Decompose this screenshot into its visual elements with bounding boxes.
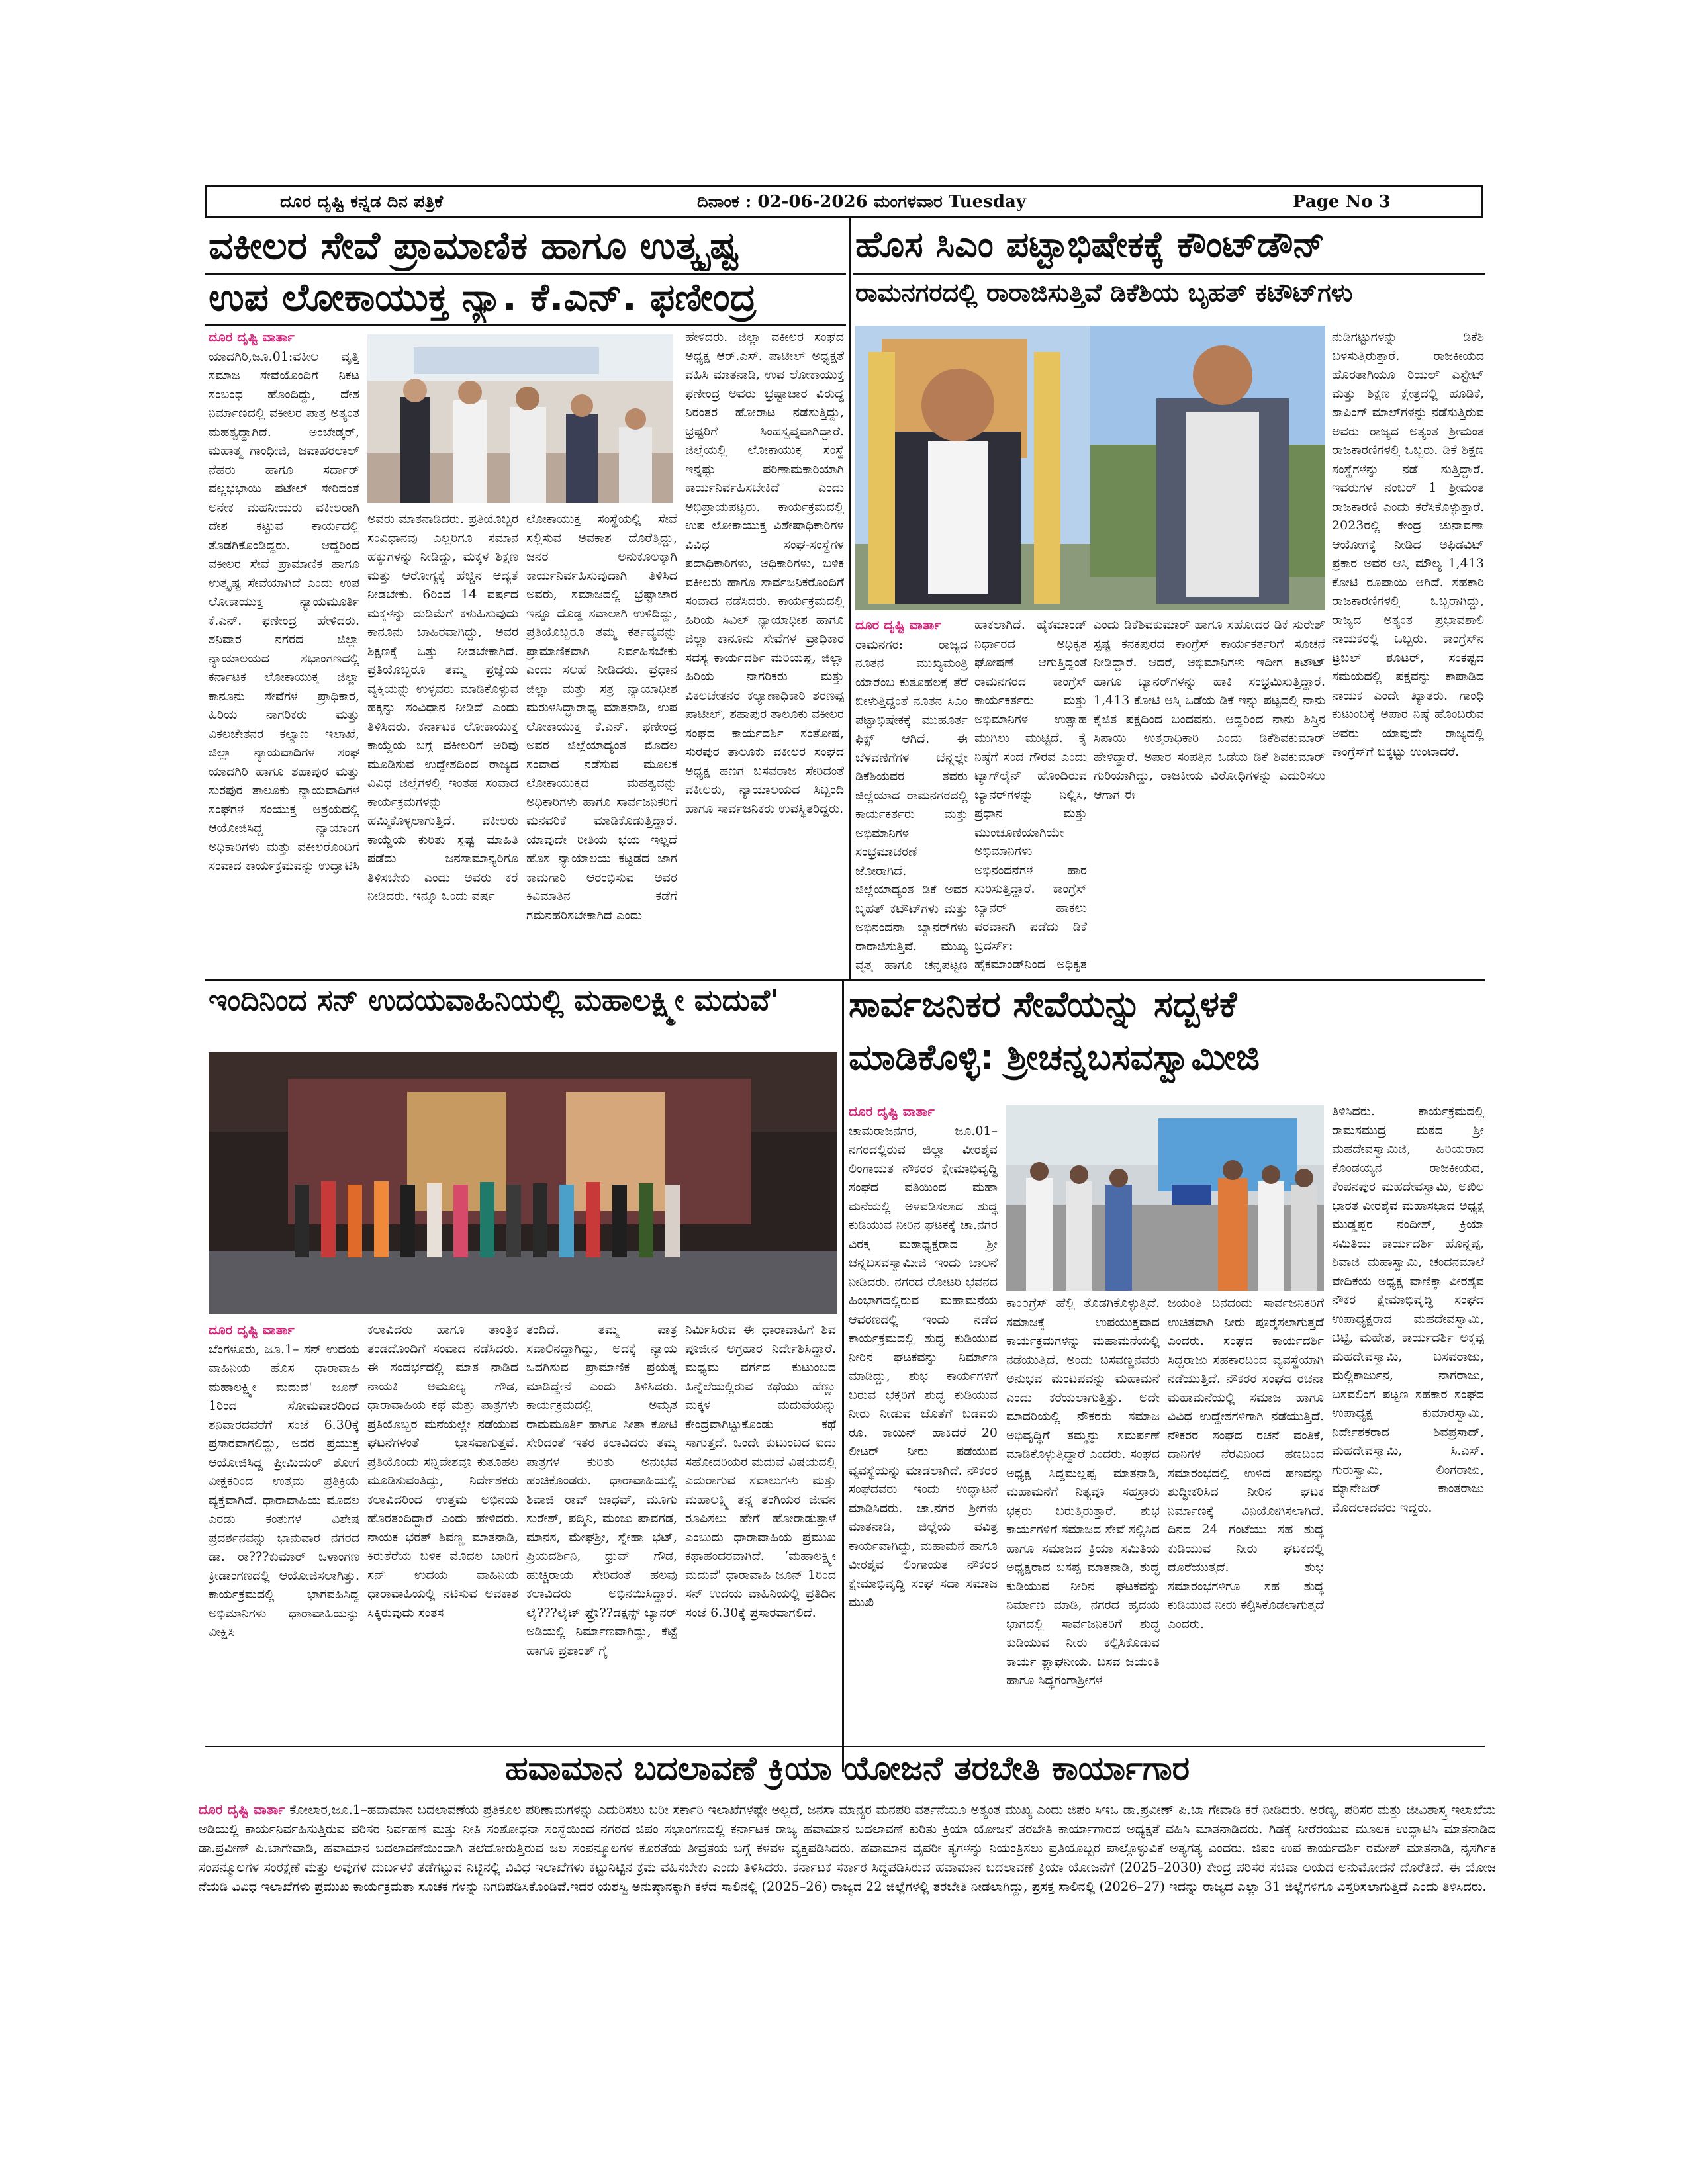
article4-column-1: [849, 1102, 998, 1770]
article2-column-2: [974, 615, 1087, 976]
article5-headline: ಹವಾಮಾನ ಬದಲಾವಣೆ ಕ್ರಿಯಾ ಯೋಜನೆ ತರಬೇತಿ ಕಾರ್ಯಾಗಾರ: [504, 1751, 1190, 1788]
byline: ದೂರ ದೃಷ್ಟಿ ವಾರ್ತಾ: [855, 617, 941, 633]
divider: [853, 273, 1485, 275]
divider: [205, 1746, 1485, 1747]
article3-photo: [209, 1052, 837, 1314]
divider: [205, 273, 846, 275]
article2-column-1: [855, 615, 968, 976]
article4-photo: [1006, 1105, 1324, 1291]
article4-text-4: ತಿಳಿಸಿದರು. ಕಾರ್ಯಕ್ರಮದಲ್ಲಿ ರಾಮಸಮುದ್ರ ಮಠದ ಶ್ರೀ ಮಹದೇವಸ್ವಾಮಿಜಿ, ಹಿರಿಯರಾದ ಕೊಂಡಯ್ಯನ ರಾಜಕೀಯದ, ಕೆಂಪನಪುರ ಮಹದೇವಸ್ವಾಮಿ, ಅಖಿಲ ಭಾರತ ವೀರಶೈವ ಮಹಾಸಭಾದ ಅಧ್ಯಕ್ಷ ಮುಡ್ಡಪ್ಪರ ನಂದೀಶ್, ಕ್ರಿಯಾ ಸಮಿತಿಯ ಕಾರ್ಯದರ್ಶಿ ಹೊನ್ನಪ್ಪ, ಶಿವಾಜಿ ಮಹಾಸ್ವಾಮಿ, ಚಂದನಮಾಲೆ ವೇದಿಕೆಯ ಅಧ್ಯಕ್ಷ ವಾಣಿಕ್ಕಾ ವೀರಶೈವ ನೌಕರ ಕ್ಷೇಮಾಭಿವೃದ್ಧಿ ಸಂಘದ ಉಪಾಧ್ಯಕ್ಷರಾದ ಮಹದೇವಸ್ವಾಮಿ, ಚಿಟ್ಟಿ, ಮಹೇಶ, ಕಾರ್ಯದರ್ಶಿ ಅಕ್ಕಪ್ಪ ಮಹದೇವಸ್ವಾಮಿ, ಬಸವರಾಜು, ಮಲ್ಲಿಕಾರ್ಜುನ, ನಾಗರಾಜು, ಬಸವಲಿಂಗ ಪಟ್ಟಣ ಸಹಕಾರ ಸಂಘದ ಉಪಾಧ್ಯಕ್ಷ ಕುಮಾರಸ್ವಾಮಿ, ನಿರ್ದೇಶಕರಾದ ಶಿವಪ್ರಸಾದ್, ಮಹದೇವಸ್ವಾಮಿ, ಸಿ.ಎಸ್. ಗುರುಸ್ವಾಮಿ, ಲಿಂಗರಾಜು, ಮ್ಯಾನೇಜರ್ ಕಾಂತರಾಜು ಮೊದಲಾದವರು ಇದ್ದರು.: [1332, 1104, 1484, 1515]
newspaper-name: ದೂರ ದೃಷ್ಟಿ ಕನ್ನಡ ದಿನ ಪತ್ರಿಕೆ: [280, 191, 444, 212]
article2-text-2: ಹಾಕಲಾಗಿದೆ. ಹೈಕಮಾಂಡ್ ನಿರ್ಧಾರದ ಅಧಿಕೃತ ಘೋಷಣೆ ಆಗುತ್ತಿದ್ದಂತೆ ರಾಮನಗರದ ಕಾಂಗ್ರೆಸ್ ಕಾರ್ಯಕರ್ತರು ಮತ್ತು ಅಭಿಮಾನಿಗಳ ಉತ್ಸಾಹ ಮುಗಿಲು ಮುಟ್ಟಿದೆ. ಕೈ ನಿಷ್ಠೆಗೆ ಸಂದ ಗೌರವ ಎಂದು ಟ್ಯಾಗ್‌ಲೈನ್ ಹೊಂದಿರುವ ಬ್ಯಾನರ್‌ಗಳನ್ನು ನಿಲ್ಲಿಸಿ, ಪ್ರಧಾನ ಮತ್ತು ಮುಂಚೂಣಿಯಾಗಿಯೇ ಅಭಿಮಾನಿಗಳು ಅಭಿನಂದನೆಗಳ ಹಾರ ಸುರಿಸುತ್ತಿದ್ದಾರೆ. ಕಾಂಗ್ರೆಸ್ ಬ್ಯಾನರ್ ಹಾಕಲು ಪರವಾನಗಿ ಪಡೆದು ಡಿಕೆ ಬ್ರದರ್ಸ್: ಹೈಕಮಾಂಡ್‌ನಿಂದ ಅಧಿಕೃತ: [974, 617, 1087, 972]
divider: [842, 981, 844, 1772]
article1-column-3: [526, 510, 677, 976]
article2-headline: ಹೊಸ ಸಿಎಂ ಪಟ್ಟಾಭಿಷೇಕಕ್ಕೆ ಕೌಂಟ್‌ಡೌನ್: [855, 225, 1325, 265]
masthead: [205, 185, 1483, 218]
article3-column-3: [526, 1320, 677, 1770]
article3-headline: ಇಂದಿನಿಂದ ಸನ್ ಉದಯವಾಹಿನಿಯಲ್ಲಿ ಮಹಾಲಕ್ಷ್ಮೀ ಮದುವೆ': [209, 985, 779, 1017]
article3-column-2: [367, 1320, 518, 1770]
article1-text-4: ಹೇಳಿದರು. ಜಿಲ್ಲಾ ವಕೀಲರ ಸಂಘದ ಅಧ್ಯಕ್ಷ ಆರ್.ಎಸ್. ಪಾಟೀಲ್ ಅಧ್ಯಕ್ಷತೆ ವಹಿಸಿ ಮಾತನಾಡಿ, ಉಪ ಲೋಕಾಯುಕ್ತ ಫಣೀಂದ್ರ ಅವರು ಭ್ರಷ್ಟಾಚಾರ ವಿರುದ್ಧ ನಿರಂತರ ಹೋರಾಟ ನಡೆಸುತ್ತಿದ್ದು, ಭ್ರಷ್ಟರಿಗೆ ಸಿಂಹಸ್ವಪ್ನವಾಗಿದ್ದಾರೆ. ಜಿಲ್ಲೆಯಲ್ಲಿ ಲೋಕಾಯುಕ್ತ ಸಂಸ್ಥೆ ಇನ್ನಷ್ಟು ಪರಿಣಾಮಕಾರಿಯಾಗಿ ಕಾರ್ಯನಿರ್ವಹಿಸಬೇಕಿದೆ ಎಂದು ಅಭಿಪ್ರಾಯಪಟ್ಟರು. ಕಾರ್ಯಕ್ರಮದಲ್ಲಿ ಉಪ ಲೋಕಾಯುಕ್ತ ವಿಶೇಷಾಧಿಕಾರಿಗಳ ವಿವಿಧ ಸಂಘ-ಸಂಸ್ಥೆಗಳ ಪದಾಧಿಕಾರಿಗಳು, ಅಧಿಕಾರಿಗಳು, ಬಳಿಕ ವಕೀಲರು ಹಾಗೂ ಸಾರ್ವಜನಿಕರೊಂದಿಗೆ ಸಂವಾದ ನಡೆಸಿದರು. ಕಾರ್ಯಕ್ರಮದಲ್ಲಿ ಹಿರಿಯ ಸಿವಿಲ್ ನ್ಯಾಯಾಧೀಶ ಹಾಗೂ ಜಿಲ್ಲಾ ಕಾನೂನು ಸೇವೆಗಳ ಪ್ರಾಧಿಕಾರ ಸದಸ್ಯ ಕಾರ್ಯದರ್ಶಿ ಮರಿಯಪ್ಪ, ಜಿಲ್ಲಾ ಹಿರಿಯ ನಾಗರಿಕರು ಮತ್ತು ವಿಕಲಚೇತನರ ಕಲ್ಯಾಣಾಧಿಕಾರಿ ಶರಣಪ್ಪ ಪಾಟೀಲ್, ಶಹಾಪುರ ತಾಲೂಕು ವಕೀಲರ ಸಂಘದ ಕಾರ್ಯದರ್ಶಿ ಸಂತೋಷ, ಸುರಪುರ ತಾಲೂಕು ವಕೀಲರ ಸಂಘದ ಅಧ್ಯಕ್ಷ ಹಣಗ ಬಸವರಾಜ ಸೇರಿದಂತೆ ವಕೀಲರು, ನ್ಯಾಯಾಲಯದ ಸಿಬ್ಬಂದಿ ಹಾಗೂ ಸಾರ್ವಜನಿಕರು ಉಪಸ್ಥಿತರಿದ್ದರು.: [685, 330, 844, 816]
issue-date: ದಿನಾಂಕ : 02-06-2026 ಮಂಗಳವಾರ Tuesday: [697, 191, 1026, 212]
article3-column-1: [209, 1320, 359, 1770]
article1-text-2: ಅವರು ಮಾತನಾಡಿದರು. ಪ್ರತಿಯೊಬ್ಬರ ಸಂವಿಧಾನವು ಎಲ್ಲರಿಗೂ ಸಮಾನ ಹಕ್ಕುಗಳನ್ನು ನೀಡಿದ್ದು, ಮಕ್ಕಳ ಶಿಕ್ಷಣ ಮತ್ತು ಆರೋಗ್ಯಕ್ಕೆ ಹೆಚ್ಚಿನ ಆದ್ಯತೆ ನೀಡಬೇಕು. 6ರಿಂದ 14 ವರ್ಷದ ಮಕ್ಕಳನ್ನು ದುಡಿಮೆಗೆ ಕಳುಹಿಸುವುದು ಕಾನೂನು ಬಾಹಿರವಾಗಿದ್ದು, ಅವರ ಶಿಕ್ಷಣಕ್ಕೆ ಒತ್ತು ನೀಡಬೇಕಾಗಿದೆ. ಪ್ರತಿಯೊಬ್ಬರೂ ತಮ್ಮ ಪ್ರಜ್ಞೆಯ ವ್ಯಕ್ತಿಯನ್ನು ಉಳ್ಳವರು ಮಾಡಿಕೊಳ್ಳುವ ಹಕ್ಕನ್ನು ಸಂವಿಧಾನ ನೀಡಿದೆ ಎಂದು ತಿಳಿಸಿದರು. ಕರ್ನಾಟಕ ಲೋಕಾಯುಕ್ತ ಕಾಯ್ದೆಯ ಬಗ್ಗೆ ವಕೀಲರಿಗೆ ಅರಿವು ಮೂಡಿಸುವ ಉದ್ದೇಶದಿಂದ ರಾಜ್ಯದ ವಿವಿಧ ಜಿಲ್ಲೆಗಳಲ್ಲಿ ಇಂತಹ ಸಂವಾದ ಕಾರ್ಯಕ್ರಮಗಳನ್ನು ಹಮ್ಮಿಕೊಳ್ಳಲಾಗುತ್ತಿದೆ. ವಕೀಲರು ಕಾಯ್ದೆಯ ಕುರಿತು ಸ್ಪಷ್ಟ ಮಾಹಿತಿ ಪಡೆದು ಜನಸಾಮಾನ್ಯರಿಗೂ ತಿಳಿಸಬೇಕು ಎಂದು ಅವರು ಕರೆ ನೀಡಿದರು. ಇನ್ನೂ ಒಂದು ವರ್ಷ: [367, 512, 518, 903]
article1-headline-2: ಉಪ ಲೋಕಾಯುಕ್ತ ನ್ಯಾ. ಕೆ.ಎನ್. ಫಣೀಂದ್ರ: [209, 277, 757, 320]
byline: ದೂರ ದೃಷ್ಟಿ ವಾರ್ತಾ: [209, 329, 295, 345]
article4-headline-1: ಸಾರ್ವಜನಿಕರ ಸೇವೆಯನ್ನು ಸದ್ಬಳಕೆ: [849, 985, 1237, 1025]
article1-headline-1: ವಕೀಲರ ಸೇವೆ ಪ್ರಾಮಾಣಿಕ ಹಾಗೂ ಉತ್ಕೃಷ್ಟ: [209, 225, 739, 268]
article2-subheadline: ರಾಮನಗರದಲ್ಲಿ ರಾರಾಜಿಸುತ್ತಿವೆ ಡಿಕೆಶಿಯ ಬೃಹತ್ ಕಟೌಟ್‌ಗಳು: [855, 279, 1353, 307]
article3-column-4: [685, 1320, 836, 1770]
article4-column-4: [1332, 1102, 1484, 1770]
article5-body: [199, 1800, 1496, 1896]
article1-photo: [367, 334, 673, 503]
article1-column-4: [685, 328, 844, 976]
article2-column-4: [1332, 328, 1484, 976]
article4-column-2: [1006, 1294, 1160, 1770]
article4-text-3: ಜಯಂತಿ ದಿನದಂದು ಸಾರ್ವಜನಿಕರಿಗೆ ಉಚಿತವಾಗಿ ನೀರು ಪೂರೈಸಲಾಗುತ್ತದೆ ಎಂದರು. ಸಂಘದ ಕಾರ್ಯದರ್ಶಿ ಸಿದ್ದರಾಜು ಸಹಕಾರದಿಂದ ವ್ಯವಸ್ಥೆಯಾಗಿ ನಡೆಯುತ್ತಿದೆ. ನೌಕರರ ಸಂಘದ ರಚನಾ ಮಹಾಮನೆಯಲ್ಲಿ ಸಮಾಜ ಹಾಗೂ ವಿವಿಧ ಉದ್ದೇಶಗಳಿಗಾಗಿ ನಡೆಯುತ್ತಿದೆ. ನೌಕರರ ಸಂಘದ ರಚನೆ ವಂತಿಕೆ, ದಾನಿಗಳ ನೆರವಿನಿಂದ ಹಣದಿಂದ ಸಮಾರಂಭದಲ್ಲಿ ಉಳಿದ ಹಣವನ್ನು ಶುದ್ಧೀಕರಿಸಿದ ನೀರಿನ ಘಟಕ ನಿರ್ಮಾಣಕ್ಕೆ ವಿನಿಯೋಗಿಸಲಾಗಿದೆ. ದಿನದ 24 ಗಂಟೆಯು ಸಹ ಶುದ್ಧ ಕುಡಿಯುವ ನೀರು ಘಟಕದಲ್ಲಿ ದೊರೆಯುತ್ತದೆ. ಶುಭ ಸಮಾರಂಭಗಳಿಗೂ ಸಹ ಶುದ್ಧ ಕುಡಿಯುವ ನೀರು ಕಲ್ಪಿಸಿಕೊಡಲಾಗುತ್ತದೆ ಎಂದರು.: [1168, 1296, 1324, 1631]
article2-text-1: ರಾಮನಗರ: ರಾಜ್ಯದ ನೂತನ ಮುಖ್ಯಮಂತ್ರಿ ಯಾರೆಂಬ ಕುತೂಹಲಕ್ಕೆ ತೆರೆ ಬೀಳುತ್ತಿದ್ದಂತೆ ನೂತನ ಸಿಎಂ ಪಟ್ಟಾಭಿಷೇಕಕ್ಕೆ ಮುಹೂರ್ತ ಫಿಕ್ಸ್ ಆಗಿದೆ. ಈ ಬೆಳವಣಿಗೆಗಳ ಬೆನ್ನಲ್ಲೇ ಡಿಕೆಶಿಯವರ ತವರು ಜಿಲ್ಲೆಯಾದ ರಾಮನಗರದಲ್ಲಿ ಕಾರ್ಯಕರ್ತರು ಮತ್ತು ಅಭಿಮಾನಿಗಳ ಸಂಭ್ರಮಾಚರಣೆ ಜೋರಾಗಿದೆ. ಜಿಲ್ಲೆಯಾದ್ಯಂತ ಡಿಕೆ ಅವರ ಬೃಹತ್ ಕಟೌಟ್‌ಗಳು ಮತ್ತು ಅಭಿನಂದನಾ ಬ್ಯಾನರ್‌ಗಳು ರಾರಾಜಿಸುತ್ತಿವೆ. ಮುಖ್ಯ ವೃತ್ತ ಹಾಗೂ ಚನ್ನಪಟ್ಟಣ: [855, 637, 968, 972]
article1-column-2: [367, 510, 518, 976]
article3-text-3: ತಂದಿದೆ. ತಮ್ಮ ಪಾತ್ರ ಸವಾಲಿನದ್ದಾಗಿದ್ದು, ಅದಕ್ಕೆ ನ್ಯಾಯ ಒದಗಿಸುವ ಪ್ರಾಮಾಣಿಕ ಪ್ರಯತ್ನ ಮಾಡಿದ್ದೇನೆ ಎಂದು ತಿಳಿಸಿದರು. ಕಾರ್ಯಕ್ರಮದಲ್ಲಿ ಅಮೃತ ರಾಮಮೂರ್ತಿ ಹಾಗೂ ಸೀತಾ ಕೋಟಿ ಸೇರಿದಂತೆ ಇತರ ಕಲಾವಿದರು ತಮ್ಮ ಪಾತ್ರಗಳ ಕುರಿತು ಅನುಭವ ಹಂಚಿಕೊಂಡರು. ಧಾರಾವಾಹಿಯಲ್ಲಿ ಶಿವಾಜಿ ರಾವ್ ಜಾಧವ್, ಮೂಗು ಸುರೇಶ್, ಪದ್ಮಿನಿ, ಮಂಜು ಪಾವಗಡ, ಮಾನಸ, ಮೇಘಶ್ರೀ, ಸ್ನೇಹಾ ಭಟ್, ಪ್ರಿಯದರ್ಶಿನಿ, ಧ್ರುವ್ ಗೌಡ, ಹುಚ್ಚಿರಾಯ ಸೇರಿದಂತೆ ಹಲವು ಕಲಾವಿದರು ಅಭಿನಯಿಸಿದ್ದಾರೆ. ಲೈ???ಲೈಟ್ ಫ್ರೊ??ಡಕ್ಷನ್ಸ್ ಬ್ಯಾನರ್ ಅಡಿಯಲ್ಲಿ ನಿರ್ಮಾಣವಾಗಿದ್ದು, ಕೆಟ್ಟೆ ಹಾಗೂ ಪ್ರಶಾಂತ್ ಗೈ: [526, 1322, 677, 1658]
byline: ದೂರ ದೃಷ್ಟಿ ವಾರ್ತಾ: [849, 1103, 935, 1119]
article2-column-3: [1094, 615, 1325, 976]
article5-text: ಕೋಲಾರ,ಜೂ.1–ಹವಾಮಾನ ಬದಲಾವಣೆಯ ಪ್ರತಿಕೂಲ ಪರಿಣಾಮಗಳನ್ನು ಎದುರಿಸಲು ಬರೀ ಸರ್ಕಾರಿ ಇಲಾಖೆಗಳಷ್ಟೇ ಅಲ್ಲದೆ, ಜನಸಾ ಮಾನ್ಯರ ಮನಪರಿ ವರ್ತನೆಯೂ ಅತ್ಯಂತ ಮುಖ್ಯ ಎಂದು ಜಿಪಂ ಸಿಇಒ ಡಾ.ಪ್ರವೀಣ್ ಪಿ.ಬಾ ಗೇವಾಡಿ ಕರೆ ನೀಡಿದರು. ಅರಣ್ಯ, ಪರಿಸರ ಮತ್ತು ಜೀವಿಶಾಸ್ತ್ರ ಇಲಾಖೆಯ ಅಡಿಯಲ್ಲಿ ಕಾರ್ಯನಿರ್ವಹಿಸುತ್ತಿರುವ ಪರಿಸರ ನಿರ್ವಹಣೆ ಮತ್ತು ನೀತಿ ಸಂಶೋಧನಾ ಸಂಸ್ಥೆಯಿಂದ ನಗರದ ಜಿಪಂ ಸಭಾಂಗಣದಲ್ಲಿ ಕರ್ನಾಟಕ ರಾಜ್ಯ ಹವಾಮಾನ ಬದಲಾವಣೆ ಕುರಿತು ಕ್ರಿಯಾ ಯೋಜನೆ ತರಬೇತಿ ಕಾರ್ಯಾಗಾರದ ಅಧ್ಯಕ್ಷತೆ ವಹಿಸಿ ಮಾತನಾಡಿದರು. ಗಿಡಕ್ಕೆ ನೀರೆರೆಯುವ ಮೂಲಕ ಉದ್ಘಾಟಿಸಿ ಮಾತನಾಡಿದ ಡಾ.ಪ್ರವೀಣ್ ಪಿ.ಬಾಗೇವಾಡಿ, ಹವಾಮಾನ ಬದಲಾವಣೆಯಿಂದಾಗಿ ತಲೆದೋರುತ್ತಿರುವ ಜಲ ಸಂಪನ್ಮೂಲಗಳ ಕೊರತೆಯ ತೀವ್ರತೆಯ ಬಗ್ಗೆ ಕಳವಳ ವ್ಯಕ್ತಪಡಿಸಿದರು. ಹವಾಮಾನ ವೈಪರೀ ತ್ಯಗಳನ್ನು ನಿಯಂತ್ರಿಸಲು ಪ್ರತಿಯೊಬ್ಬರ ಪಾಲ್ಗೊಳ್ಳುವಿಕೆ ಅತ್ಯಗತ್ಯ ಎಂದರು. ಜಿಪಂ ಉಪ ಕಾರ್ಯದರ್ಶಿ ರಮೇಶ್ ಮಾತನಾಡಿ, ನೈಸರ್ಗಿಕ ಸಂಪನ್ಮೂಲಗಳ ಸಂರಕ್ಷಣೆ ಮತ್ತು ಅವುಗಳ ದುರ್ಬಳಕೆ ತಡೆಗಟ್ಟುವ ನಿಟ್ಟಿನಲ್ಲಿ ವಿವಿಧ ಇಲಾಖೆಗಳು ಕಟ್ಟುನಿಟ್ಟಿನ ಕ್ರಮ ವಹಿಸಬೇಕು ಎಂದು ತಿಳಿಸಿದರು. ಕರ್ನಾಟಕ ಸರ್ಕಾರ ಸಿದ್ಧಪಡಿಸಿರುವ ಹವಾಮಾನ ಬದಲಾವಣೆ ಕ್ರಿಯಾ ಯೋಜನೆಗೆ (2025–2030) ಕೇಂದ್ರ ಪರಿಸರ ಸಚಿವಾ ಲಯದ ಅನುಮೋದನೆ ದೊರೆತಿದೆ. ಈ ಯೋಜ ನೆಯಡಿ ವಿವಿಧ ಇಲಾಖೆಗಳು ಪ್ರಮುಖ ಕಾರ್ಯಕ್ರಮತಾ ಸೂಚಕ ಗಳನ್ನು ನಿಗದಿಪಡಿಸಿಕೊಂಡಿವೆ.ಇದರ ಯಶಸ್ವಿ ಅನುಷ್ಠಾನಕ್ಕಾಗಿ ಕಳೆದ ಸಾಲಿನಲ್ಲಿ (2025–26) ರಾಜ್ಯದ 22 ಜಿಲ್ಲೆಗಳಲ್ಲಿ ತರಬೇತಿ ನೀಡಲಾಗಿದ್ದು, ಪ್ರಸಕ್ತ ಸಾಲಿನಲ್ಲಿ (2026–27) ಇದನ್ನು ರಾಜ್ಯದ ಎಲ್ಲಾ 31 ಜಿಲ್ಲೆಗಳಿಗೂ ವಿಸ್ತರಿಸಲಾಗುತ್ತಿದೆ ಎಂದು ತಿಳಿಸಿದರು.: [199, 1802, 1497, 1894]
article1-column-1: [209, 328, 359, 976]
byline: ದೂರ ದೃಷ್ಟಿ ವಾರ್ತಾ: [199, 1801, 285, 1817]
article3-text-2: ಕಲಾವಿದರು ಹಾಗೂ ತಾಂತ್ರಿಕ ತಂಡದೊಂದಿಗೆ ಸಂವಾದ ನಡೆಸಿದರು. ಈ ಸಂದರ್ಭದಲ್ಲಿ ಮಾತ ನಾಡಿದ ನಾಯಕಿ ಅಮೂಲ್ಯ ಗೌಡ, ಧಾರಾವಾಹಿಯ ಕಥೆ ಮತ್ತು ಪಾತ್ರಗಳು ಪ್ರತಿಯೊಬ್ಬರ ಮನೆಯಲ್ಲೇ ನಡೆಯುವ ಘಟನೆಗಳಂತೆ ಭಾಸವಾಗುತ್ತವೆ. ಪ್ರತಿಯೊಂದು ಸನ್ನಿವೇಶವೂ ಕುತೂಹಲ ಮೂಡಿಸುವಂತಿದ್ದು, ನಿರ್ದೇಶಕರು ಕಲಾವಿದರಿಂದ ಉತ್ತಮ ಅಭಿನಯ ಹೊರತಂದಿದ್ದಾರೆ ಎಂದು ಹೇಳಿದರು. ನಾಯಕ ಭರತ್ ಶಿವಣ್ಣ ಮಾತನಾಡಿ, ಕಿರುತೆರೆಯ ಬಳಿಕ ಮೊದಲ ಬಾರಿಗೆ ಸನ್ ಉದಯ ವಾಹಿನಿಯ ಧಾರಾವಾಹಿಯಲ್ಲಿ ನಟಿಸುವ ಅವಕಾಶ ಸಿಕ್ಕಿರುವುದು ಸಂತಸ: [367, 1322, 518, 1620]
article1-text-1: ಯಾದಗಿರಿ,ಜೂ.01:ವಕೀಲ ವೃತ್ತಿ ಸಮಾಜ ಸೇವೆಯೊಂದಿಗೆ ನಿಕಟ ಸಂಬಂಧ ಹೊಂದಿದ್ದು, ದೇಶ ನಿರ್ಮಾಣದಲ್ಲಿ ವಕೀಲರ ಪಾತ್ರ ಅತ್ಯಂತ ಮಹತ್ವದ್ದಾಗಿದೆ. ಅಂಬೇಡ್ಕರ್, ಮಹಾತ್ಮ ಗಾಂಧೀಜಿ, ಜವಾಹರಲಾಲ್ ನೆಹರು ಹಾಗೂ ಸರ್ದಾರ್ ವಲ್ಲಭಭಾಯಿ ಪಟೇಲ್ ಸೇರಿದಂತೆ ಅನೇಕ ಮಹನೀಯರು ವಕೀಲರಾಗಿ ದೇಶ ಕಟ್ಟುವ ಕಾರ್ಯದಲ್ಲಿ ತೊಡಗಿಕೊಂಡಿದ್ದರು. ಆದ್ದರಿಂದ ವಕೀಲರ ಸೇವೆ ಪ್ರಾಮಾಣಿಕ ಹಾಗೂ ಉತ್ಕೃಷ್ಟ ಸೇವೆಯಾಗಿದೆ ಎಂದು ಉಪ ಲೋಕಾಯುಕ್ತ ನ್ಯಾಯಮೂರ್ತಿ ಕೆ.ಎನ್. ಫಣೀಂದ್ರ ಹೇಳಿದರು. ಶನಿವಾರ ನಗರದ ಜಿಲ್ಲಾ ನ್ಯಾಯಾಲಯದ ಸಭಾಂಗಣದಲ್ಲಿ ಕರ್ನಾಟಕ ಲೋಕಾಯುಕ್ತ ಜಿಲ್ಲಾ ಕಾನೂನು ಸೇವೆಗಳ ಪ್ರಾಧಿಕಾರ, ಹಿರಿಯ ನಾಗರಿಕರು ಮತ್ತು ವಿಕಲಚೇತನರ ಕಲ್ಯಾಣ ಇಲಾಖೆ, ಜಿಲ್ಲಾ ನ್ಯಾಯವಾದಿಗಳ ಸಂಘ ಯಾದಗಿರಿ ಹಾಗೂ ಶಹಾಪುರ ಮತ್ತು ಸುರಪುರ ತಾಲೂಕು ನ್ಯಾಯವಾದಿಗಳ ಸಂಘಗಳ ಸಂಯುಕ್ತ ಆಶ್ರಯದಲ್ಲಿ ಆಯೋಜಿಸಿದ್ದ ನ್ಯಾಯಾಂಗ ಅಧಿಕಾರಿಗಳು ಮತ್ತು ವಕೀಲರೊಂದಿಗೆ ಸಂವಾದ ಕಾರ್ಯಕ್ರಮವನ್ನು ಉದ್ಘಾಟಿಸಿ: [209, 349, 359, 873]
article4-column-3: [1168, 1294, 1324, 1770]
article2-text-4: ನುಡಿಗಟ್ಟುಗಳನ್ನು ಡಿಕೆಶಿ ಬಳಸುತ್ತಿರುತ್ತಾರೆ. ರಾಜಕೀಯದ ಹೊರತಾಗಿಯೂ ರಿಯಲ್ ಎಸ್ಟೇಟ್ ಮತ್ತು ಶಿಕ್ಷಣ ಕ್ಷೇತ್ರದಲ್ಲಿ ಹೂಡಿಕೆ, ಶಾಪಿಂಗ್ ಮಾಲ್‌ಗಳನ್ನು ನಡೆಸುತ್ತಿರುವ ಅವರು ರಾಜ್ಯದ ಅತ್ಯಂತ ಶ್ರೀಮಂತ ರಾಜಕಾರಣಿಗಳಲ್ಲಿ ಒಬ್ಬರು. ಡಿಕೆ ಶಿಕ್ಷಣ ಸಂಸ್ಥೆಗಳನ್ನು ನಡೆ ಸುತ್ತಿದ್ದಾರೆ. ಇವರುಗಳ ನಂಬರ್ 1 ಶ್ರೀಮಂತ ರಾಜಕಾರಣಿ ಎಂದು ಕರೆಸಿಕೊಳ್ಳುತ್ತಾರೆ. 2023ರಲ್ಲಿ ಕೇಂದ್ರ ಚುನಾವಣಾ ಆಯೋಗಕ್ಕೆ ನೀಡಿದ ಅಫಿಡವಿಟ್ ಪ್ರಕಾರ ಅವರ ಆಸ್ತಿ ಮೌಲ್ಯ 1,413 ಕೋಟಿ ರೂಪಾಯಿ ಆಗಿದೆ. ಸಹಕಾರಿ ರಾಜಕಾರಣಿಗಳಲ್ಲಿ ಒಬ್ಬರಾಗಿದ್ದು, ರಾಜ್ಯದ ಅತ್ಯಂತ ಪ್ರಭಾವಶಾಲಿ ನಾಯಕರಲ್ಲಿ ಒಬ್ಬರು. ಕಾಂಗ್ರೆಸ್‌ನ ಟ್ರಬಲ್ ಶೂಟರ್, ಸಂಕಷ್ಟದ ಸಮಯದಲ್ಲಿ ಪಕ್ಷವನ್ನು ಕಾಪಾಡಿದ ನಾಯಕ ಎಂದೇ ಖ್ಯಾತರು. ಗಾಂಧಿ ಕುಟುಂಬಕ್ಕೆ ಅಪಾರ ನಿಷ್ಠೆ ಹೊಂದಿರುವ ಅವರು ಯಾವುದೇ ರಾಜ್ಯದಲ್ಲಿ ಕಾಂಗ್ರೆಸ್‌ಗೆ ಬಿಕ್ಕಟ್ಟು ಉಂಟಾದರೆ.: [1332, 330, 1484, 759]
article4-text-1: ಚಾಮರಾಜನಗರ, ಜೂ.01– ನಗರದಲ್ಲಿರುವ ಜಿಲ್ಲಾ ವೀರಶೈವ ಲಿಂಗಾಯತ ನೌಕರರ ಕ್ಷೇಮಾಭಿವೃದ್ಧಿ ಸಂಘದ ವತಿಯಿಂದ ಮಹಾ ಮನೆಯಲ್ಲಿ ಅಳವಡಿಸಲಾದ ಶುದ್ಧ ಕುಡಿಯುವ ನೀರಿನ ಘಟಕಕ್ಕೆ ಚಾ.ನಗರ ವಿರಕ್ತ ಮಠಾಧ್ಯಕ್ಷರಾದ ಶ್ರೀ ಚನ್ನಬಸವಸ್ವಾಮೀಜಿ ಇಂದು ಚಾಲನೆ ನೀಡಿದರು. ನಗರದ ರೋಟರಿ ಭವನದ ಹಿಂಭಾಗದಲ್ಲಿರುವ ಮಹಾಮನೆಯ ಆವರಣದಲ್ಲಿ ಇಂದು ನಡೆದ ಕಾರ್ಯಕ್ರಮದಲ್ಲಿ ಶುದ್ಧ ಕುಡಿಯುವ ನೀರಿನ ಘಟಕವನ್ನು ನಿರ್ಮಾಣ ಮಾಡಿದ್ದು, ಶುಭ ಕಾರ್ಯಗಳಿಗೆ ಬರುವ ಭಕ್ತರಿಗೆ ಶುದ್ಧ ಕುಡಿಯುವ ನೀರು ನೀಡುವ ಜೊತೆಗೆ ಬಡವರು ರೂ. ಕಾಯಿನ್ ಹಾಕಿದರೆ 20 ಲೀಟರ್ ನೀರು ಪಡೆಯುವ ವ್ಯವಸ್ಥೆಯನ್ನು ಮಾಡಲಾಗಿದೆ. ನೌಕರರ ಸಂಘದವರು ಇಂದು ಉದ್ಘಾಟನೆ ಮಾಡಿಸಿದರು. ಚಾ.ನಗರ ಶ್ರೀಗಳು ಮಾತನಾಡಿ, ಜಿಲ್ಲೆಯ ಪವಿತ್ರ ಕಾರ್ಯವಾಗಿದ್ದು, ಮಹಾಮನೆ ಹಾಗೂ ವೀರಶೈವ ಲಿಂಗಾಯತ ನೌಕರರ ಕ್ಷೇಮಾಭಿವೃದ್ಧಿ ಸಂಘ ಸದಾ ಸಮಾಜ ಮುಖಿ: [849, 1123, 998, 1610]
article3-text-1: ಬೆಂಗಳೂರು, ಜೂ.1– ಸನ್ ಉದಯ ವಾಹಿನಿಯ ಹೊಸ ಧಾರಾವಾಹಿ ಮಹಾಲಕ್ಷ್ಮೀ ಮದುವೆ' ಜೂನ್ 1ರಿಂದ ಸೋಮವಾರದಿಂದ ಶನಿವಾರದವರೆಗೆ ಸಂಜೆ 6.30ಕ್ಕೆ ಪ್ರಸಾರವಾಗಲಿದ್ದು, ಅದರ ಪ್ರಯುಕ್ತ ಆಯೋಜಿಸಿದ್ದ ಪ್ರೀಮಿಯರ್ ಶೋಗೆ ವೀಕ್ಷಕರಿಂದ ಉತ್ತಮ ಪ್ರತಿಕ್ರಿಯೆ ವ್ಯಕ್ತವಾಗಿದೆ. ಧಾರಾವಾಹಿಯ ಮೊದಲ ಎರಡು ಕಂತುಗಳ ವಿಶೇಷ ಪ್ರದರ್ಶನವನ್ನು ಭಾನುವಾರ ನಗರದ ಡಾ. ರಾ???ಕುಮಾರ್ ಒಳಾಂಗಣ ಕ್ರೀಡಾಂಗಣದಲ್ಲಿ ಆಯೋಜಿಸಲಾಗಿತ್ತು. ಕಾರ್ಯಕ್ರಮದಲ್ಲಿ ಭಾಗವಹಿಸಿದ್ದ ಅಭಿಮಾನಿಗಳು ಧಾರಾವಾಹಿಯನ್ನು ವೀಕ್ಷಿಸಿ: [209, 1342, 359, 1639]
article2-text-3: ಎಂದು ಡಿಕೆಶಿವಕುಮಾರ್ ಹಾಗೂ ಸಹೋದರ ಡಿಕೆ ಸುರೇಶ್ ಸ್ಪಷ್ಟ ಕನಕಪುರದ ಕಾಂಗ್ರೆಸ್ ಕಾರ್ಯಕರ್ತರಿಗೆ ಸೂಚನೆ ನೀಡಿದ್ದಾರೆ. ಆದರೆ, ಅಭಿಮಾನಿಗಳು ಇದೀಗ ಕಟೌಟ್ ಹಾಗೂ ಬ್ಯಾನರ್‌ಗಳನ್ನು ಹಾಕಿ ಸಂಭ್ರಮಿಸುತ್ತಿದ್ದಾರೆ. 1,413 ಕೋಟಿ ಆಸ್ತಿ ಒಡೆಯ ಡಿಕೆ ಇನ್ನು ಪಟ್ಟದಲ್ಲಿ ನಾನು ಕೈಜಿತ ಪಕ್ಷದಿಂದ ಬಂದವನು. ಆದ್ದರಿಂದ ನಾನು ಶಿಸ್ತಿನ ಸಿಪಾಯಿ ಉತ್ತರಾಧಿಕಾರಿ ಎಂದು ಡಿಕೆಶಿವಕುಮಾರ್ ಹೇಳಿದ್ದಾರೆ. ಅಪಾರ ಸಂಪತ್ತಿನ ಒಡೆಯ ಡಿಕೆ ಶಿವಕುಮಾರ್ ಗುರಿಯಾಗಿದ್ದು, ರಾಜಕೀಯ ವಿರೋಧಿಗಳನ್ನು ಎದುರಿಸಲು ಆಗಾಗ ಈ: [1094, 617, 1325, 802]
byline: ದೂರ ದೃಷ್ಟಿ ವಾರ್ತಾ: [209, 1322, 295, 1338]
divider: [205, 979, 1485, 981]
page-number: Page No 3: [1293, 192, 1391, 212]
article4-text-2: ಕಾಂ೦ಗ್ರೆಸ್ ಹೆಲ್ಲಿ ತೊಡಗಿಕೊಳ್ಳುತ್ತಿದೆ. ಸಮಾಜಕ್ಕೆ ಉಪಯುಕ್ತವಾದ ಕಾರ್ಯಕ್ರಮಗಳನ್ನು ಮಹಾಮನೆಯಲ್ಲಿ ನಡೆಯುತ್ತಿದೆ. ಅಂದು ಬಸವಣ್ಣನವರು ಅನುಭವ ಮಂಟಪವನ್ನು ಮಹಾಮನೆ ಎಂದು ಕರೆಯಲಾಗುತ್ತಿತ್ತು. ಅದೇ ಮಾದರಿಯಲ್ಲಿ ನೌಕರರು ಸಮಾಜ ಅಭಿವೃದ್ಧಿಗೆ ತಮ್ಮನ್ನು ಸಮರ್ಪಣೆ ಮಾಡಿಕೊಳ್ಳುತ್ತಿದ್ದಾರೆ ಎಂದರು. ಸಂಘದ ಅಧ್ಯಕ್ಷ ಸಿದ್ದಮಲ್ಲಪ್ಪ ಮಾತನಾಡಿ, ಮಹಾಮನೆಗೆ ನಿತ್ಯವೂ ಸಹಸ್ರಾರು ಭಕ್ತರು ಬರುತ್ತಿರುತ್ತಾರೆ. ಶುಭ ಕಾರ್ಯಗಳಿಗೆ ಸಮಾಜದ ಸೇವೆ ಸಲ್ಲಿಸಿದ ಹಾಗೂ ಸಮಾಜದ ಕ್ರಿಯಾ ಸಮಿತಿಯ ಅಧ್ಯಕ್ಷರಾದ ಬಸಪ್ಪ ಮಾತನಾಡಿ, ಶುದ್ಧ ಕುಡಿಯುವ ನೀರಿನ ಘಟಕವನ್ನು ನಿರ್ಮಾಣ ಮಾಡಿ, ನಗರದ ಹೃದಯ ಭಾಗದಲ್ಲಿ ಸಾರ್ವಜನಿಕರಿಗೆ ಶುದ್ಧ ಕುಡಿಯುವ ನೀರು ಕಲ್ಪಿಸಿಕೊಡುವ ಕಾರ್ಯ ಶ್ಲಾಘನೀಯ. ಬಸವ ಜಯಂತಿ ಹಾಗೂ ಸಿದ್ಧಗಂಗಾಶ್ರೀಗಳ: [1006, 1296, 1160, 1688]
article1-text-3: ಲೋಕಾಯುಕ್ತ ಸಂಸ್ಥೆಯಲ್ಲಿ ಸೇವೆ ಸಲ್ಲಿಸುವ ಅವಕಾಶ ದೊರೆತ್ತಿದ್ದು, ಜನರ ಅನುಕೂಲಕ್ಕಾಗಿ ಕಾರ್ಯನಿರ್ವಹಿಸುವುದಾಗಿ ತಿಳಿಸಿದ ಅವರು, ಸಮಾಜದಲ್ಲಿ ಭ್ರಷ್ಟಾಚಾರ ಇನ್ನೂ ದೊಡ್ಡ ಸವಾಲಾಗಿ ಉಳಿದಿದ್ದು, ಪ್ರತಿಯೊಬ್ಬರೂ ತಮ್ಮ ಕರ್ತವ್ಯವನ್ನು ಪ್ರಾಮಾಣಿಕವಾಗಿ ನಿರ್ವಹಿಸಬೇಕು ಎಂದು ಸಲಹೆ ನೀಡಿದರು. ಪ್ರಧಾನ ಜಿಲ್ಲಾ ಮತ್ತು ಸತ್ರ ನ್ಯಾಯಾಧೀಶ ಮರುಳಸಿದ್ಧಾರಾಧ್ಯ ಮಾತನಾಡಿ, ಉಪ ಲೋಕಾಯುಕ್ತ ಕೆ.ಎನ್. ಫಣೀಂದ್ರ ಅವರ ಜಿಲ್ಲೆಯಾದ್ಯಂತ ಮೊದಲ ಸಂವಾದ ನಡೆಸುವ ಮೂಲಕ ಲೋಕಾಯುಕ್ತದ ಮಹತ್ವವನ್ನು ಅಧಿಕಾರಿಗಳು ಹಾಗೂ ಸಾರ್ವಜನಿಕರಿಗೆ ಮನವರಿಕೆ ಮಾಡಿಕೊಡುತ್ತಿದ್ದಾರೆ. ಯಾವುದೇ ರೀತಿಯ ಭಯ ಇಲ್ಲದೆ ಹೊಸ ನ್ಯಾಯಾಲಯ ಕಟ್ಟಡದ ಜಾಗ ಕಾಮಗಾರಿ ಆರಂಭಿಸುವ ಅವರ ಕಿವಿಮಾತಿನ ಕಡೆಗೆ ಗಮನಹರಿಸಬೇಕಾಗಿದೆ ಎಂದು: [526, 512, 677, 923]
article4-headline-2: ಮಾಡಿಕೊಳ್ಳಿ: ಶ್ರೀಚನ್ನಬಸವಸ್ವಾಮೀಜಿ: [849, 1038, 1260, 1078]
article3-text-4: ನಿರ್ಮಿಸಿರುವ ಈ ಧಾರಾವಾಹಿಗೆ ಶಿವ ಪೂಜೀನ ಅಗ್ರಹಾರ ನಿರ್ದೇಶಿಸಿದ್ದಾರೆ. ಮಧ್ಯಮ ವರ್ಗದ ಕುಟುಂಬದ ಹಿನ್ನೆಲೆಯಲ್ಲಿರುವ ಕಥೆಯು ಹೆಣ್ಣು ಮಕ್ಕಳ ಮದುವೆಯನ್ನು ಕೇಂದ್ರವಾಗಿಟ್ಟುಕೊಂಡು ಕಥೆ ಸಾಗುತ್ತದೆ. ಒಂದೇ ಕುಟುಂಬದ ಐದು ಸಹೋದರಿಯರ ಮದುವೆ ವಿಷಯದಲ್ಲಿ ಎದುರಾಗುವ ಸವಾಲುಗಳು ಮತ್ತು ಮಹಾಲಕ್ಷ್ಮಿ ತನ್ನ ತಂಗಿಯರ ಜೀವನ ರೂಪಿಸಲು ಹೇಗೆ ಹೋರಾಡುತ್ತಾಳೆ ಎಂಬುದು ಧಾರಾವಾಹಿಯ ಪ್ರಮುಖ ಕಥಾಹಂದರವಾಗಿದೆ. ‘ಮಹಾಲಕ್ಷ್ಮೀ ಮದುವೆ' ಧಾರಾವಾಹಿ ಜೂನ್ 1ರಿಂದ ಸನ್ ಉದಯ ವಾಹಿನಿಯಲ್ಲಿ ಪ್ರತಿದಿನ ಸಂಜೆ 6.30ಕ್ಕೆ ಪ್ರಸಾರವಾಗಲಿದೆ.: [685, 1322, 836, 1620]
divider: [205, 324, 846, 326]
article2-photo: [855, 326, 1325, 610]
divider: [849, 218, 851, 979]
